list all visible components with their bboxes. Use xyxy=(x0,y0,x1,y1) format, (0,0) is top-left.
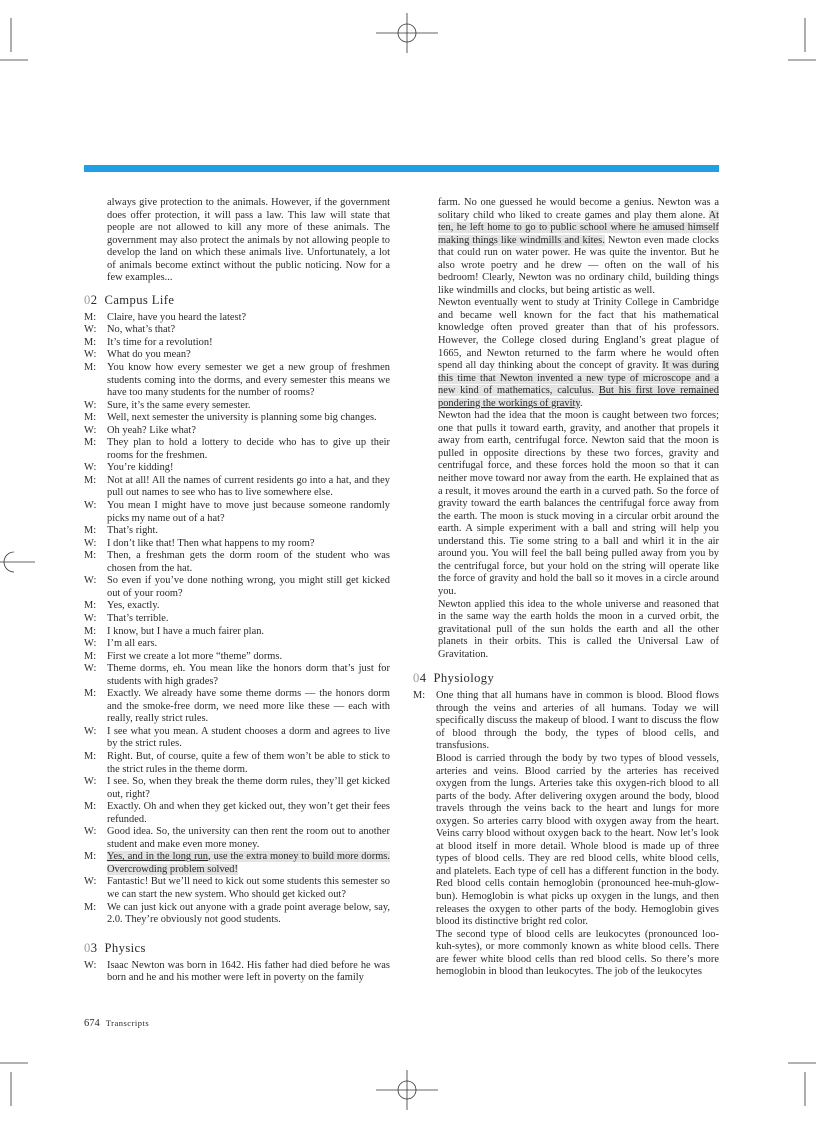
highlighted-sentence: At ten, he left home to go to public school where he amused himself making things like windmills and kites. xyxy=(438,209,719,246)
speaker-label: W: xyxy=(84,663,97,675)
dialogue-line xyxy=(84,538,390,551)
dialogue-text: No, what’s that? xyxy=(107,324,176,336)
page-number: 674 xyxy=(84,1018,100,1029)
speaker-label: M: xyxy=(84,801,97,813)
speaker-label: M: xyxy=(413,690,426,702)
dialogue-text: Then, a freshman gets the dorm room of the student who was chosen from the hat. xyxy=(107,550,390,574)
section-number-digit: 3 xyxy=(90,940,98,955)
section-number-digit: 4 xyxy=(419,671,427,686)
speaker-label: W: xyxy=(84,725,97,737)
dialogue-text: Exactly. We already have some theme dorms — the honors dorm and the smoke-free dorm, we need more like these — each with really, really strict rules. xyxy=(107,688,390,725)
speaker-label: W: xyxy=(84,638,97,650)
dialogue-text: You mean I might have to move just because someone randomly picks my name out of a hat? xyxy=(107,500,390,524)
dialogue-text: Well, next semester the university is planning some big changes. xyxy=(107,412,377,424)
speaker-label: M: xyxy=(84,336,97,348)
physiology-paragraph-2: Blood is carried through the body by two types of blood vessels, arteries and veins. Blood carried by the arteries has received oxygen from the lungs. Arteries take this oxygen-rich blood to all parts of the body. After delivering oxygen around the body, blood travels through the veins back to the heart and lungs for more oxygen. So arteries carry blood with oxygen away from the heart. Veins carry blood without oxygen back to the heart. Now let’s look at blood itself in more detail. Whole blood is made up of three types of blood cells. They are red blood cells, white blood cells, and platelets. Each type of cell has a different function in the body. Red blood cells contain hemoglobin (pronounced hee-muh-glow-bun). Hemoglobin is what picks up oxygen in the lungs, and then releases the oxygen to other parts of the body. Hemoglobin gives blood its distinctive bright red color. xyxy=(436,752,719,928)
physics-paragraph-4: Newton applied this idea to the whole universe and reasoned that in the same way the earth holds the moon in a curved orbit, the gravitational pull of the sun holds the earth and all the other planets in their orbits. This is called the Universal Law of Gravitation. xyxy=(438,598,719,660)
campus-life-dialogue xyxy=(84,312,390,852)
dialogue-text: Good idea. So, the university can then rent the room out to another student and make even more money. xyxy=(107,826,390,850)
dialogue-line xyxy=(84,638,390,651)
dialogue-text: You’re kidding! xyxy=(107,462,174,474)
speaker-label: M: xyxy=(84,525,97,537)
dialogue-line xyxy=(84,550,390,575)
speaker-label: M: xyxy=(84,437,97,449)
dialogue-text: That’s terrible. xyxy=(107,612,169,624)
footer-label: Transcripts xyxy=(105,1018,150,1028)
dialogue-text: Exactly. Oh and when they get kicked out, they won’t get their fees refunded. xyxy=(107,801,390,825)
dialogue-line xyxy=(84,902,390,927)
dialogue-text: What do you mean? xyxy=(107,349,191,361)
dialogue-line xyxy=(84,425,390,438)
dialogue-line xyxy=(84,960,390,985)
speaker-label: W: xyxy=(84,462,97,474)
dialogue-line xyxy=(84,324,390,337)
physiology-paragraph-1: One thing that all humans have in common is blood. Blood flows through the veins and arteries of all humans. Today we will specifically discuss the makeup of blood. I want to discuss the flow of blood through the body, the types of blood cells, and transfusions. xyxy=(436,690,719,752)
dialogue-line xyxy=(84,726,390,751)
text-run: farm. No one guessed he would become a genius. Newton was a solitary child who liked to create games and play them alone. xyxy=(438,197,719,221)
section-number-lead: 0 xyxy=(84,940,91,955)
section-number-lead: 0 xyxy=(84,292,91,307)
dialogue-line xyxy=(84,751,390,776)
speaker-label: M: xyxy=(84,412,97,424)
dialogue-line xyxy=(84,613,390,626)
section-title: Physics xyxy=(104,940,146,955)
speaker-label: M: xyxy=(84,901,97,913)
speaker-label: W: xyxy=(84,959,97,971)
dialogue-text: Oh yeah? Like what? xyxy=(107,424,196,436)
dialogue-text: I’m all ears. xyxy=(107,638,158,650)
speaker-label: W: xyxy=(84,349,97,361)
speaker-label: W: xyxy=(84,424,97,436)
dialogue-line xyxy=(84,437,390,462)
speaker-label: W: xyxy=(84,826,97,838)
dialogue-text: I know, but I have a much fairer plan. xyxy=(107,625,265,637)
speaker-label: W: xyxy=(84,500,97,512)
highlighted-rest: , use the extra money to build more dorms. Overcrowding problem solved! xyxy=(107,851,390,875)
dialogue-text: We can just kick out anyone with a grade point average below, say, 2.0. They’re obviously not good students. xyxy=(107,901,390,926)
dialogue-text: You know how every semester we get a new group of freshmen students coming into the dorms, and every semester this means we have too many students for the number of rooms? xyxy=(107,362,390,399)
speaker-label: M: xyxy=(84,688,97,700)
speaker-label: M: xyxy=(84,650,97,662)
physics-paragraph-1 xyxy=(413,197,719,297)
dialogue-line xyxy=(84,688,390,726)
text-run: Newton even made clocks that could run on water power. He was quite the inventor. But he also wrote poetry and he drew — often on the wall of his bedroom! Clearly, Newton was no ordinary child, building things like windmills and clocks, but being artistic as well. xyxy=(438,234,719,296)
dialogue-line-highlighted xyxy=(84,851,390,876)
underlined-phrase: But his first love remained pondering the workings of gravity xyxy=(438,385,719,409)
speaker-label: W: xyxy=(84,324,97,336)
dialogue-text: First we create a lot more “theme” dorms. xyxy=(107,650,283,662)
dialogue-line xyxy=(84,575,390,600)
text-run: Newton eventually went to study at Trinity College in Cambridge and became well known for the fact that his mathematical knowledge often proved greater than that of his professors. However, the College closed during England’s great plague of 1665, and Newton returned to the farm where he would often spend all day thinking about the concept of gravity. xyxy=(438,297,719,372)
dialogue-line xyxy=(84,876,390,901)
dialogue-line xyxy=(84,312,390,325)
dialogue-line xyxy=(84,412,390,425)
dialogue-line xyxy=(84,337,390,350)
dialogue-line xyxy=(84,626,390,639)
speaker-label: M: xyxy=(84,362,97,374)
speaker-label: W: xyxy=(84,575,97,587)
section-heading-campus-life xyxy=(84,293,390,308)
dialogue-line xyxy=(84,475,390,500)
speaker-label: M: xyxy=(84,851,97,863)
text-run: . xyxy=(579,397,583,409)
dialogue-text: Claire, have you heard the latest? xyxy=(107,311,247,323)
speaker-label: M: xyxy=(84,474,97,486)
dialogue-text: Isaac Newton was born in 1642. His father had died before he was born and he and his mother were left in poverty on the family xyxy=(107,959,390,984)
speaker-label: M: xyxy=(84,750,97,762)
dialogue-line xyxy=(84,600,390,613)
dialogue-line xyxy=(84,400,390,413)
dialogue-line xyxy=(84,525,390,538)
dialogue-line xyxy=(84,362,390,400)
highlighted-sentence xyxy=(107,851,390,875)
dialogue-line xyxy=(84,663,390,688)
speaker-label: M: xyxy=(84,550,97,562)
dialogue-text: That’s right. xyxy=(107,525,159,537)
dialogue-text: They plan to hold a lottery to decide who has to give up their rooms for the freshmen. xyxy=(107,437,390,461)
physiology-lecture xyxy=(413,690,719,979)
section-heading-physiology xyxy=(413,671,719,686)
section-heading-physics xyxy=(84,941,390,956)
header-accent-bar xyxy=(84,165,719,172)
speaker-label: M: xyxy=(84,600,97,612)
dialogue-text: Yes, exactly. xyxy=(107,600,160,612)
dialogue-text: I see. So, when they break the theme dorm rules, they’ll get kicked out, right? xyxy=(107,776,390,800)
dialogue-text: Theme dorms, eh. You mean like the honors dorm that’s just for students with high grades? xyxy=(107,663,390,687)
campus-life-dialogue-end xyxy=(84,876,390,926)
speaker-label: W: xyxy=(84,399,97,411)
underlined-phrase: Yes, and in the long run xyxy=(107,851,209,863)
physics-paragraph-3: Newton had the idea that the moon is caught between two forces; one that pulls it toward earth, gravity, and another that propels it away from earth, centrifugal force. Newton said that the moon is pulled in opposite directions by these two forces, gravity and centrifugal force, and these forces hold the moon so that it can neither move toward nor away from the earth. He explained that as a result, it moves around the earth in a curved path. So the force of gravity toward the earth balances the centrifugal force away from the earth. The moon is stuck moving in a circular orbit around the earth. A simple experiment with a ball and string will help you understand this. Tie some string to a ball and whirl it in the air around you. You will feel the ball being pulled away from you by the centrifugal force, but your hold on the string will operate like the force of gravity and hold the ball so it moves in a circle around you. xyxy=(438,410,719,597)
section-number-digit: 2 xyxy=(90,292,98,307)
dialogue-text: I don’t like that! Then what happens to my room? xyxy=(107,537,315,549)
speaker-label: M: xyxy=(84,311,97,323)
dialogue-line xyxy=(84,651,390,664)
right-column xyxy=(413,197,719,979)
dialogue-text: Right. But, of course, quite a few of them won’t be able to stick to the strict rules in the theme dorm. xyxy=(107,750,390,775)
section-title: Campus Life xyxy=(104,292,175,307)
dialogue-line xyxy=(84,500,390,525)
page-footer xyxy=(84,1018,149,1029)
dialogue-line xyxy=(84,826,390,851)
physiology-paragraph-3: The second type of blood cells are leukocytes (pronounced loo-kuh-sytes), or more commonly known as white blood cells. There are fewer white blood cells than red blood cells. So there’s more hemoglobin in blood than leukocytes. The job of the leukocytes xyxy=(436,928,719,978)
speaker-label: W: xyxy=(84,776,97,788)
left-column xyxy=(84,197,390,985)
highlighted-text: It was during this time that Newton invented a new type of microscope and a new kind of mathematics, calculus. xyxy=(438,360,719,397)
dialogue-text: It’s time for a revolution! xyxy=(107,336,213,348)
dialogue-line xyxy=(84,462,390,475)
dialogue-text: Sure, it’s the same every semester. xyxy=(107,399,251,411)
dialogue-text: So even if you’ve done nothing wrong, you might still get kicked out of your room? xyxy=(107,575,390,599)
section-number-lead: 0 xyxy=(413,671,420,686)
dialogue-line xyxy=(84,349,390,362)
dialogue-line xyxy=(84,801,390,826)
physics-lecture-start xyxy=(84,960,390,985)
speaker-label: W: xyxy=(84,537,97,549)
dialogue-text: I see what you mean. A student chooses a dorm and agrees to live by the strict rules. xyxy=(107,725,390,750)
speaker-label: W: xyxy=(84,612,97,624)
section-title: Physiology xyxy=(433,671,495,686)
physics-paragraph-2 xyxy=(413,297,719,410)
speaker-label: M: xyxy=(84,625,97,637)
intro-paragraph: always give protection to the animals. However, if the government does offer protection, it will pass a law. This law will state that people are not allowed to kill any more of these animals. The government may also protect the animals by not allowing people to develop the land on which these animals live. Unfortunately, a lot of animals become extinct without the public noticing. Now for a few examples... xyxy=(107,197,390,284)
dialogue-text: Fantastic! But we’ll need to kick out some students this semester so we can start the new system. Who should get kicked out? xyxy=(107,876,390,900)
speaker-label: W: xyxy=(84,876,97,888)
dialogue-line xyxy=(84,776,390,801)
dialogue-text: Not at all! All the names of current residents go into a hat, and they pull out names to see who has to live somewhere else. xyxy=(107,474,390,499)
